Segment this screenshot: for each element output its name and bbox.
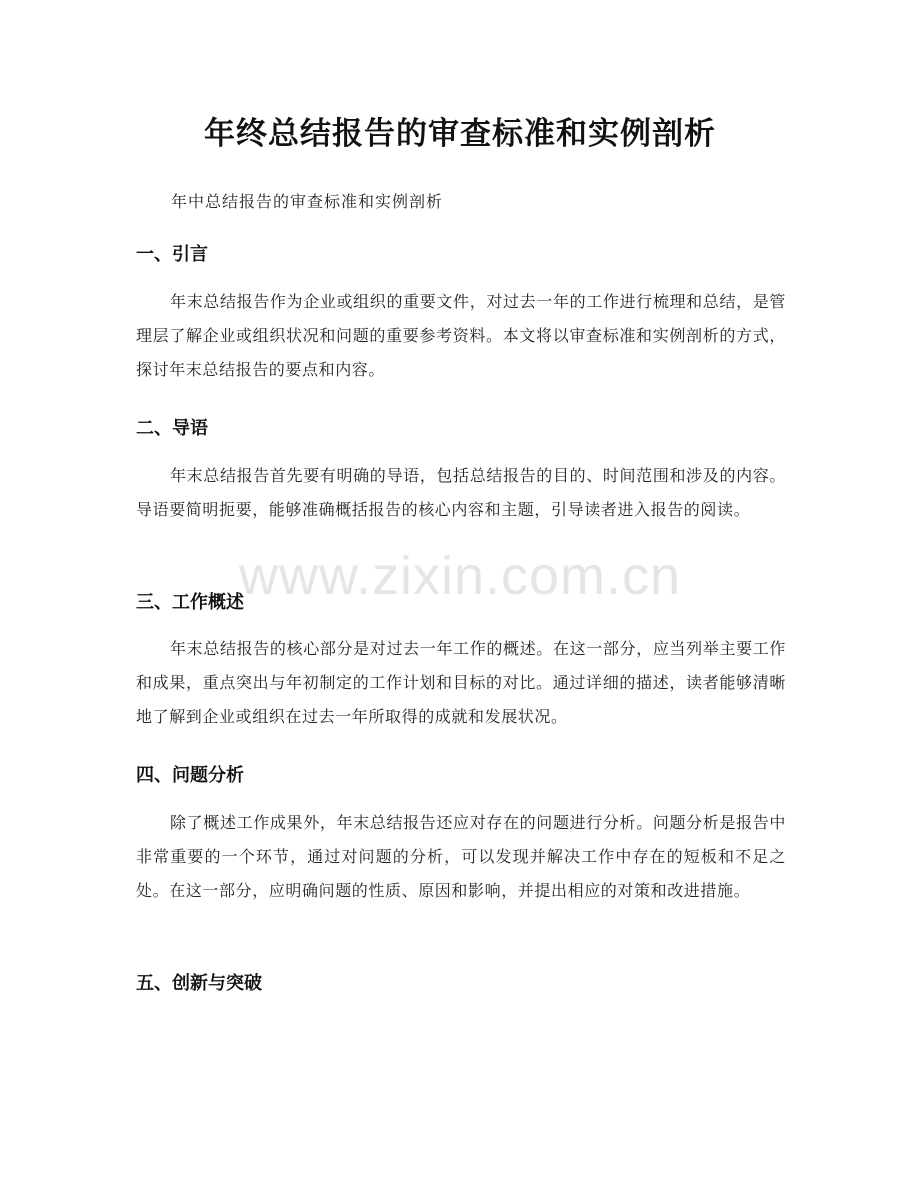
section-heading-lead: 二、导语: [136, 418, 208, 439]
document-subtitle: 年中总结报告的审查标准和实例剖析: [171, 192, 444, 211]
watermark: www.zixin.com.cn: [238, 546, 682, 606]
document-title: 年终总结报告的审查标准和实例剖析: [204, 116, 716, 152]
section-paragraph-intro: 年末总结报告作为企业或组织的重要文件，对过去一年的工作进行梳理和总结，是管理层了解企业或组织状况和问题的重要参考资料。本文将以审查标准和实例剖析的方式，探讨年末总结报告的要点和内容。: [136, 292, 786, 379]
section-heading-innovation: 五、创新与突破: [136, 973, 262, 994]
section-paragraph-problem-analysis: 除了概述工作成果外，年末总结报告还应对存在的问题进行分析。问题分析是报告中非常重要的一个环节，通过对问题的分析，可以发现并解决工作中存在的短板和不足之处。在这一部分，应明确问题的性质、原因和影响，并提出相应的对策和改进措施。: [136, 813, 786, 900]
section-heading-problem-analysis: 四、问题分析: [136, 765, 244, 786]
section-heading-work-overview: 三、工作概述: [136, 592, 244, 613]
section-paragraph-work-overview: 年末总结报告的核心部分是对过去一年工作的概述。在这一部分，应当列举主要工作和成果，重点突出与年初制定的工作计划和目标的对比。通过详细的描述，读者能够清晰地了解到企业或组织在过去一年所取得的成就和发展状况。: [136, 639, 786, 726]
section-paragraph-lead: 年末总结报告首先要有明确的导语，包括总结报告的目的、时间范围和涉及的内容。导语要简明扼要，能够准确概括报告的核心内容和主题，引导读者进入报告的阅读。: [136, 466, 786, 519]
section-heading-intro: 一、引言: [136, 244, 208, 265]
